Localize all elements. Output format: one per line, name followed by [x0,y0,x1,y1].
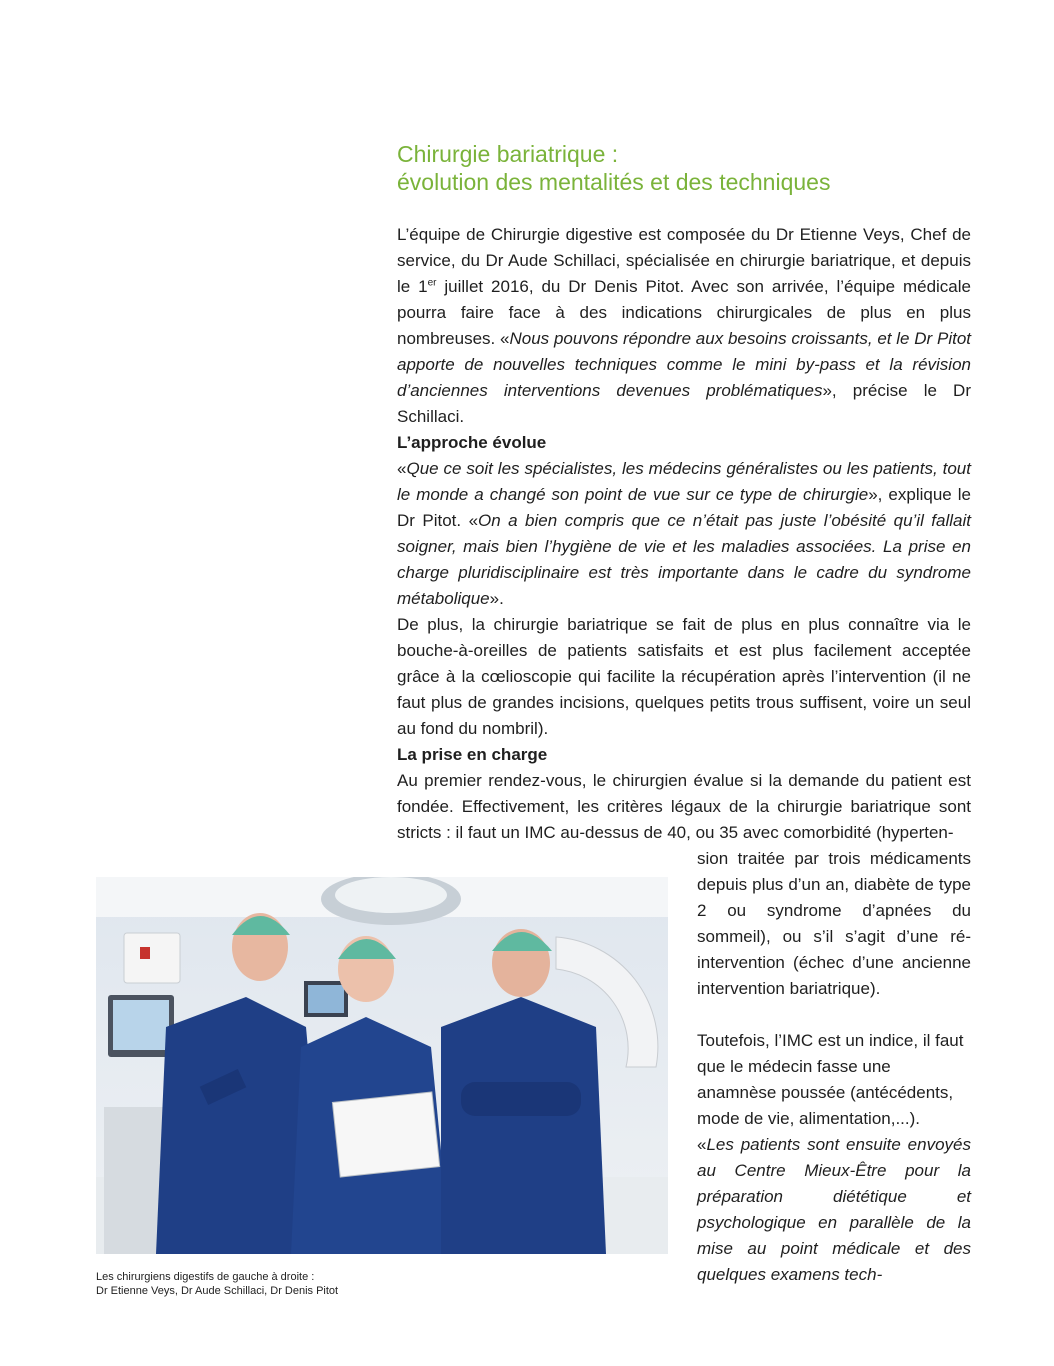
red-outlet [140,947,150,959]
title-line-2: évolution des mentalités et des techniques [397,169,831,195]
section-care [397,742,971,846]
approach-quote-1: Que ce soit les spécialistes, les médecins généralistes ou les patients, tout le monde a changé son point de vue sur ce type de chirurgie [397,459,971,504]
approach-quote-open: « [397,459,407,478]
wall-outlet-panel [124,933,180,983]
section-heading-approach: L’approche évolue [397,433,547,452]
caption-line-1: Les chirurgiens digestifs de gauche à droite : [96,1271,315,1283]
care-quote-open: « [697,1135,707,1154]
intro-quote: Nous pouvons répondre aux besoins croissants, et le Dr Pitot apporte de nouvelles techniques comme le mini by-pass et la révision d’anciennes interventions devenues problématiques [397,329,971,400]
surgeons-photo-illustration [96,877,668,1254]
care-paragraph-top: Au premier rendez-vous, le chirurgien évalue si la demande du patient est fondée. Effectivement, les critères légaux de la chirurgie bariatrique sont stricts : il faut un IMC au-dessus de 40, ou 35 avec comorbidité (hyperten- [397,771,971,842]
intro-superscript: er [427,277,437,289]
care-quote: Les patients sont ensuite envoyés au Centre Mieux-Être pour la préparation diététique et psychologique en parallèle de la mise au point médicale et des quelques examens tech- [697,1135,971,1284]
intro-paragraph [397,222,971,430]
approach-quote-2: On a bien compris que ce n’était pas juste l’obésité qu’il fallait soigner, mais bien l’hygiène de vie et les maladies associées. La prise en charge pluridisciplinaire est très importante dans le cadre du syndrome métabolique [397,511,971,608]
care-quote-paragraph [697,1132,971,1288]
care-paragraph-2: Toutefois, l’IMC est un indice, il faut que le médecin fasse une anamnèse poussée (antécédents, mode de vie, alimentation,...). [697,1031,964,1128]
monitor-left-screen [113,1000,169,1050]
approach-text-2: ». [489,589,504,608]
section-approach [397,430,971,742]
care-right-column [697,846,971,1288]
approach-text-1: », explique le Dr Pitot. « [397,485,971,530]
approach-paragraph: De plus, la chirurgie bariatrique se fait de plus en plus connaître via le bouche-à-oreilles de patients satisfaits et est plus facilement acceptée grâce à la cœlioscopie qui facilite la récupération après l’intervention (il ne faut plus de grandes incisions, quelques petits trous suffisent, voire un seul au fond du nombril). [397,615,971,738]
intro-text-1: L’équipe de Chirurgie digestive est composée du Dr Etienne Veys, Chef de service, du Dr Aude Schillaci, spécialisée en chirurgie bariatrique, et depuis le 1 [397,225,971,296]
monitor-back-screen [308,985,344,1013]
article-title [397,140,997,196]
intro-text-2: juillet 2016, du Dr Denis Pitot. Avec son arrivée, l’équipe médicale pourra faire face à des indications chirurgicales de plus en plus nombreuses. « [397,277,971,348]
care-paragraph-right: sion traitée par trois médicaments depuis plus d’un an, diabète de type 2 ou syndrome d’apnées du sommeil), ou s’il s’agit d’une ré-intervention (échec d’une ancienne intervention bariatrique). [697,849,971,998]
intro-text-end: », précise le Dr Schillaci. [397,381,971,426]
surgeons-photo [96,877,668,1254]
photo-caption [96,1270,496,1298]
caption-line-2: Dr Etienne Veys, Dr Aude Schillaci, Dr Denis Pitot [96,1285,339,1297]
title-line-1: Chirurgie bariatrique : [397,141,619,167]
surgical-lamp-lights [335,877,447,913]
section-heading-care: La prise en charge [397,745,548,764]
approach-quote-paragraph [397,456,971,612]
